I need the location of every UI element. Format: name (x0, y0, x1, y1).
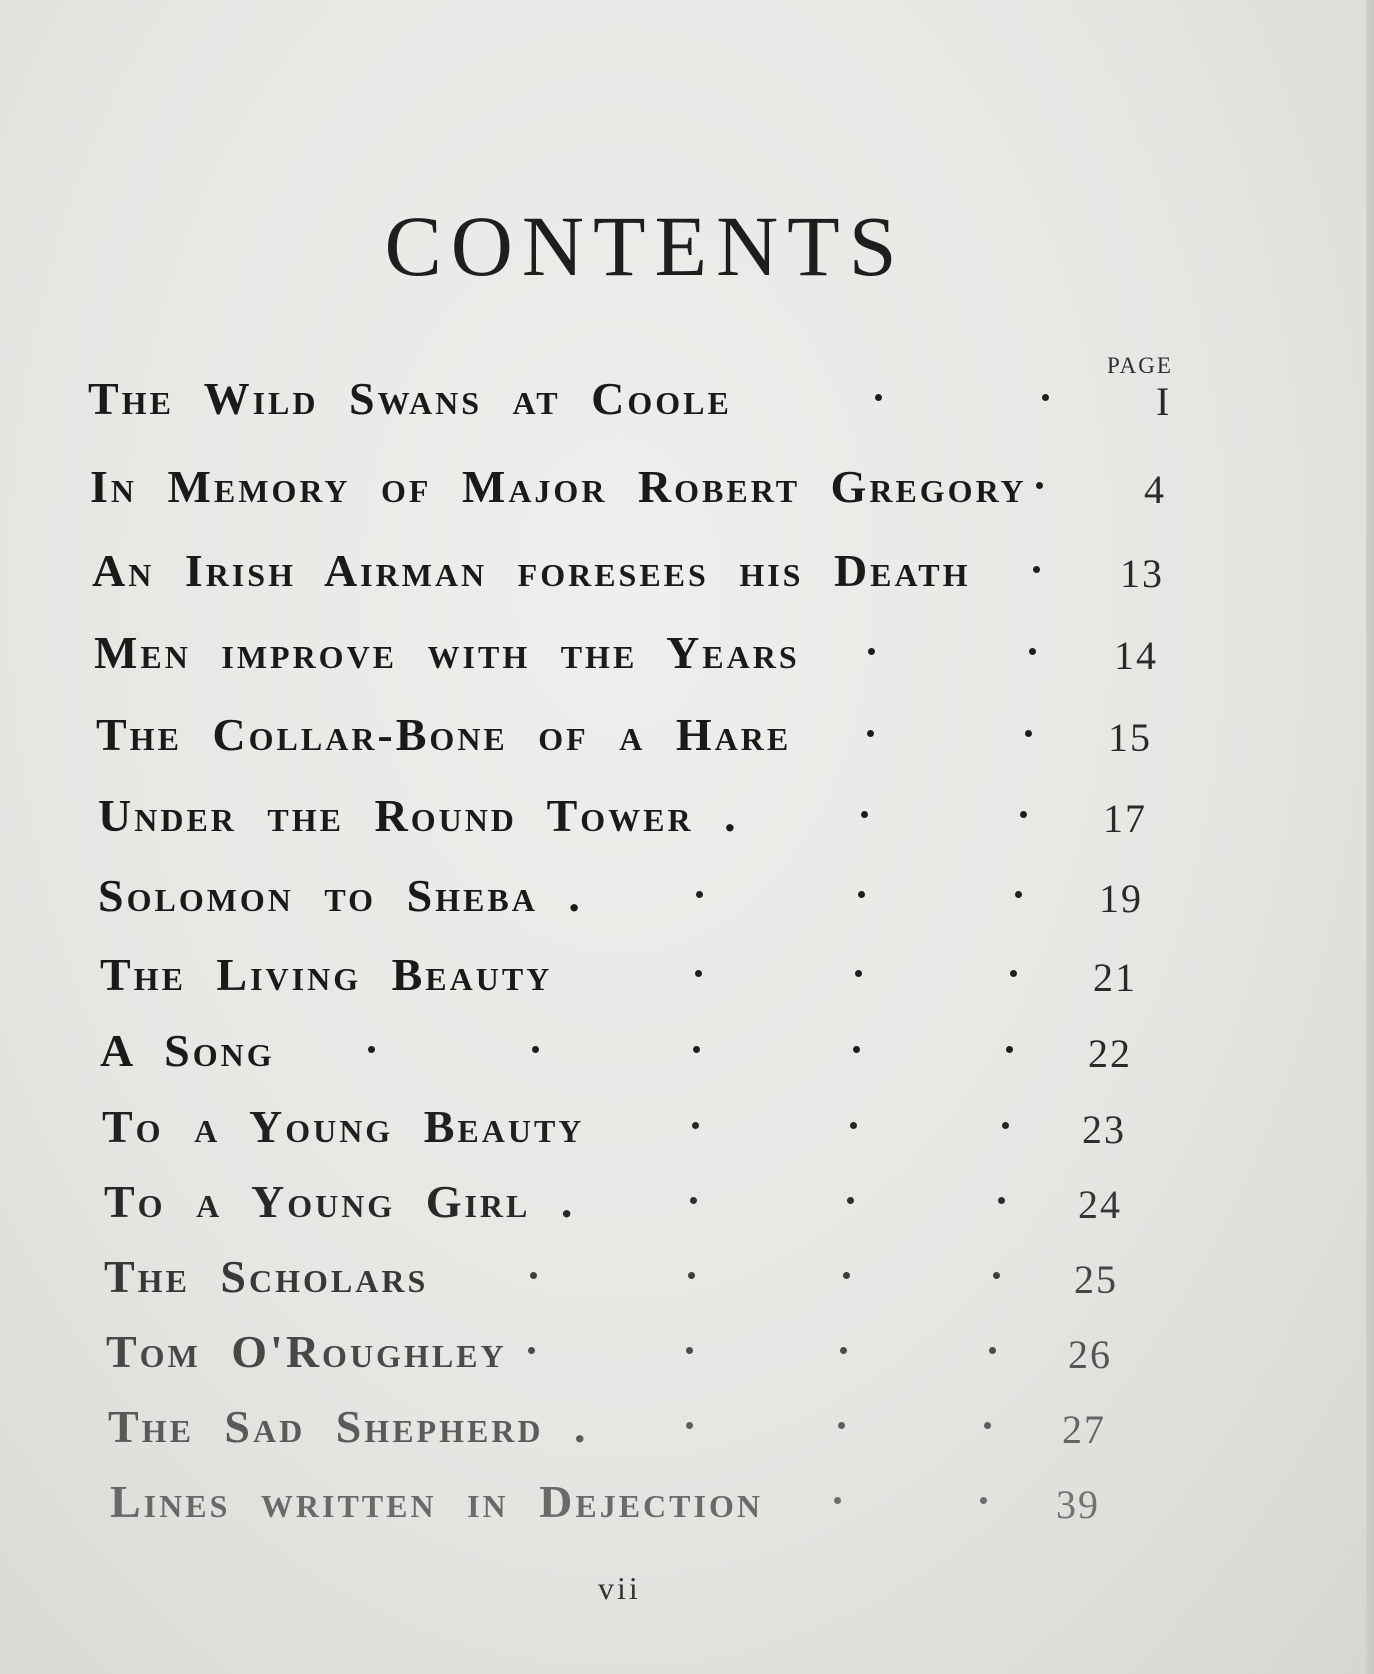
toc-entry (0, 460, 1374, 520)
toc-entry-page-number: 27 (1062, 1407, 1106, 1452)
leader-dot (868, 648, 875, 655)
toc-entry-title: A Song (100, 1025, 275, 1076)
toc-entry (0, 1475, 1374, 1535)
toc-entry-title: An Irish Airman foresees his Death (92, 545, 971, 596)
leader-dot (530, 1272, 537, 1279)
toc-entry-title: Men improve with the Years (94, 627, 800, 678)
leader-dot (847, 1197, 854, 1204)
toc-entry (0, 1325, 1374, 1385)
leader-dot (1006, 1046, 1013, 1053)
toc-entry-title: The Living Beauty (100, 949, 553, 1000)
toc-entry (0, 1250, 1374, 1310)
toc-entry-title: Lines written in Dejection (110, 1476, 763, 1527)
leader-dot (1036, 482, 1043, 489)
toc-entry-page-number: 26 (1068, 1332, 1112, 1377)
toc-entry-title: The Sad Shepherd . (108, 1401, 589, 1452)
toc-entry (0, 626, 1374, 686)
toc-entry-page-number: 17 (1103, 796, 1147, 841)
leader-dot (875, 394, 882, 401)
toc-entry-page-number: 23 (1082, 1107, 1126, 1152)
leader-dot (690, 1197, 697, 1204)
toc-entry-title: The Wild Swans at Coole (88, 373, 732, 424)
leader-dot (528, 1347, 535, 1354)
toc-entry (0, 789, 1374, 849)
leader-dot (980, 1497, 987, 1504)
leader-dot (840, 1347, 847, 1354)
toc-entry-page-number: 25 (1074, 1257, 1118, 1302)
leader-dot (1010, 970, 1017, 977)
toc-entry-title: Under the Round Tower . (98, 790, 739, 841)
toc-entry-page-number: 13 (1120, 551, 1164, 596)
leader-dot (984, 1422, 991, 1429)
toc-entry (0, 948, 1374, 1008)
leader-dot (858, 891, 865, 898)
toc-entry-page-number: 14 (1114, 633, 1158, 678)
leader-dot (855, 970, 862, 977)
toc-entry-title: In Memory of Major Robert Gregory (90, 461, 1027, 512)
leader-dot (1015, 891, 1022, 898)
page-column-label: PAGE (1107, 353, 1173, 378)
toc-entry-page-number: 21 (1093, 955, 1137, 1000)
toc-entry (0, 1100, 1374, 1160)
leader-dot (867, 730, 874, 737)
toc-entry-page-number: 15 (1108, 715, 1152, 760)
leader-dot (1033, 566, 1040, 573)
toc-entry-title: The Collar-Bone of a Hare (96, 709, 792, 760)
toc-entry-page-number: 39 (1056, 1482, 1100, 1527)
leader-dot (861, 811, 868, 818)
leader-dot (696, 891, 703, 898)
leader-dot (695, 970, 702, 977)
toc-entry-page-number: 19 (1099, 876, 1143, 921)
toc-entry (0, 1175, 1374, 1235)
page-folio: vii (598, 1570, 641, 1606)
leader-dot (989, 1347, 996, 1354)
leader-dot (850, 1122, 857, 1129)
leader-dot (838, 1422, 845, 1429)
leader-dot (998, 1197, 1005, 1204)
leader-dot (1025, 730, 1032, 737)
toc-entry (0, 1024, 1374, 1084)
toc-entry-page-number: 24 (1078, 1182, 1122, 1227)
leader-dot (688, 1272, 695, 1279)
toc-entry (0, 544, 1374, 604)
leader-dot (1002, 1122, 1009, 1129)
toc-entry-title: Tom O'Roughley (106, 1326, 507, 1377)
leader-dot (532, 1046, 539, 1053)
leader-dot (686, 1422, 693, 1429)
leader-dot (834, 1497, 841, 1504)
contents-heading: CONTENTS (384, 198, 906, 294)
toc-entry-page-number: 4 (1144, 467, 1166, 512)
toc-entry (0, 1400, 1374, 1460)
leader-dot (853, 1046, 860, 1053)
leader-dot (1042, 394, 1049, 401)
toc-entry (0, 708, 1374, 768)
leader-dot (1020, 811, 1027, 818)
leader-dot (692, 1122, 699, 1129)
leader-dot (843, 1272, 850, 1279)
toc-entry (0, 372, 1374, 432)
toc-entry-title: To a Young Girl . (104, 1176, 576, 1227)
leader-dot (693, 1046, 700, 1053)
toc-entry-page-number: 22 (1088, 1031, 1132, 1076)
leader-dot (686, 1347, 693, 1354)
toc-entry (0, 869, 1374, 929)
toc-entry-title: Solomon to Sheba . (98, 870, 583, 921)
toc-entry-title: To a Young Beauty (102, 1101, 585, 1152)
leader-dot (1029, 648, 1036, 655)
toc-entry-page-number: I (1156, 379, 1172, 424)
leader-dot (368, 1046, 375, 1053)
toc-entry-title: The Scholars (104, 1251, 429, 1302)
leader-dot (993, 1272, 1000, 1279)
